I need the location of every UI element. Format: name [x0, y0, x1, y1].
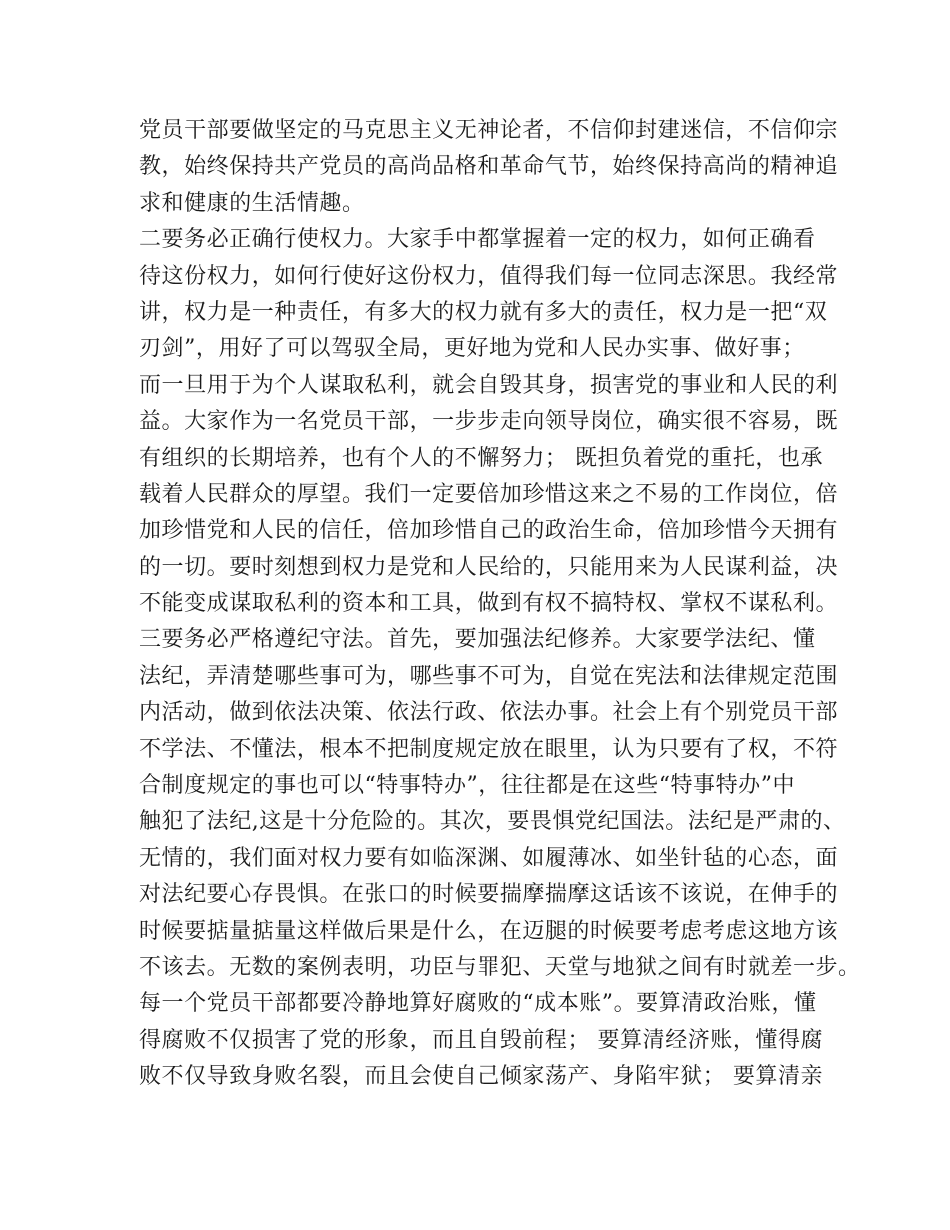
text-line: 法纪，弄清楚哪些事可为，哪些事不可为，自觉在宪法和法律规定范围: [139, 663, 839, 689]
text-line: 加珍惜党和人民的信任，倍加珍惜自己的政治生命，倍加珍惜今天拥有: [139, 518, 839, 544]
text-line: 不该去。无数的案例表明，功臣与罪犯、天堂与地狱之间有时就差一步。: [139, 954, 861, 980]
text-line: 时候要掂量掂量这样做后果是什么，在迈腿的时候要考虑考虑这地方该: [139, 918, 839, 944]
text-line: 而一旦用于为个人谋取私利，就会自毁其身，损害党的事业和人民的利: [139, 372, 839, 398]
document-body: [139, 113, 861, 1096]
text-line: 不能变成谋取私利的资本和工具，做到有权不搞特权、掌权不谋私利。: [139, 591, 839, 617]
text-line: 对法纪要心存畏惧。在张口的时候要揣摩揣摩这话该不该说，在伸手的: [139, 882, 839, 908]
text-line: 内活动，做到依法决策、依法行政、依法办事。社会上有个别党员干部: [139, 700, 839, 726]
text-line: 益。大家作为一名党员干部，一步步走向领导岗位，确实很不容易，既: [139, 409, 839, 435]
text-line: 无情的，我们面对权力要有如临深渊、如履薄冰、如坐针毡的心态，面: [139, 845, 839, 871]
text-line: 每一个党员干部都要冷静地算好腐败的“成本账”。要算清政治账，懂: [139, 991, 817, 1017]
text-line: 不学法、不懂法，根本不把制度规定放在眼里，认为只要有了权，不符: [139, 736, 839, 762]
text-line: 二要务必正确行使权力。大家手中都掌握着一定的权力，如何正确看: [139, 227, 816, 253]
text-line: 触犯了法纪,这是十分危险的。其次，要畏惧党纪国法。法纪是严肃的、: [139, 809, 846, 835]
text-line: 待这份权力，如何行使好这份权力，值得我们每一位同志深思。我经常: [139, 263, 839, 289]
text-line: 教，始终保持共产党员的高尚品格和革命气节，始终保持高尚的精神追: [139, 154, 839, 180]
text-line: 讲，权力是一种责任，有多大的权力就有多大的责任，权力是一把“双: [139, 299, 828, 325]
text-line: 得腐败不仅损害了党的形象，而且自毁前程； 要算清经济账，懂得腐: [139, 1027, 824, 1053]
text-line: 刃剑”，用好了可以驾驭全局，更好地为党和人民办实事、做好事；: [139, 336, 805, 362]
text-line: 载着人民群众的厚望。我们一定要倍加珍惜这来之不易的工作岗位，倍: [139, 481, 839, 507]
text-line: 合制度规定的事也可以“特事特办”，往往都是在这些“特事特办”中: [139, 773, 796, 799]
text-line: 求和健康的生活情趣。: [139, 190, 365, 216]
text-line: 党员干部要做坚定的马克思主义无神论者，不信仰封建迷信，不信仰宗: [139, 118, 839, 143]
text-line: 的一切。要时刻想到权力是党和人民给的，只能用来为人民谋利益，决: [139, 554, 839, 580]
text-line: 有组织的长期培养，也有个人的不懈努力； 既担负着党的重托，也承: [139, 445, 824, 471]
text-line: 三要务必严格遵纪守法。首先，要加强法纪修养。大家要学法纪、懂: [139, 627, 816, 653]
text-line: 败不仅导致身败名裂，而且会使自己倾家荡产、身陷牢狱； 要算清亲: [139, 1064, 824, 1090]
